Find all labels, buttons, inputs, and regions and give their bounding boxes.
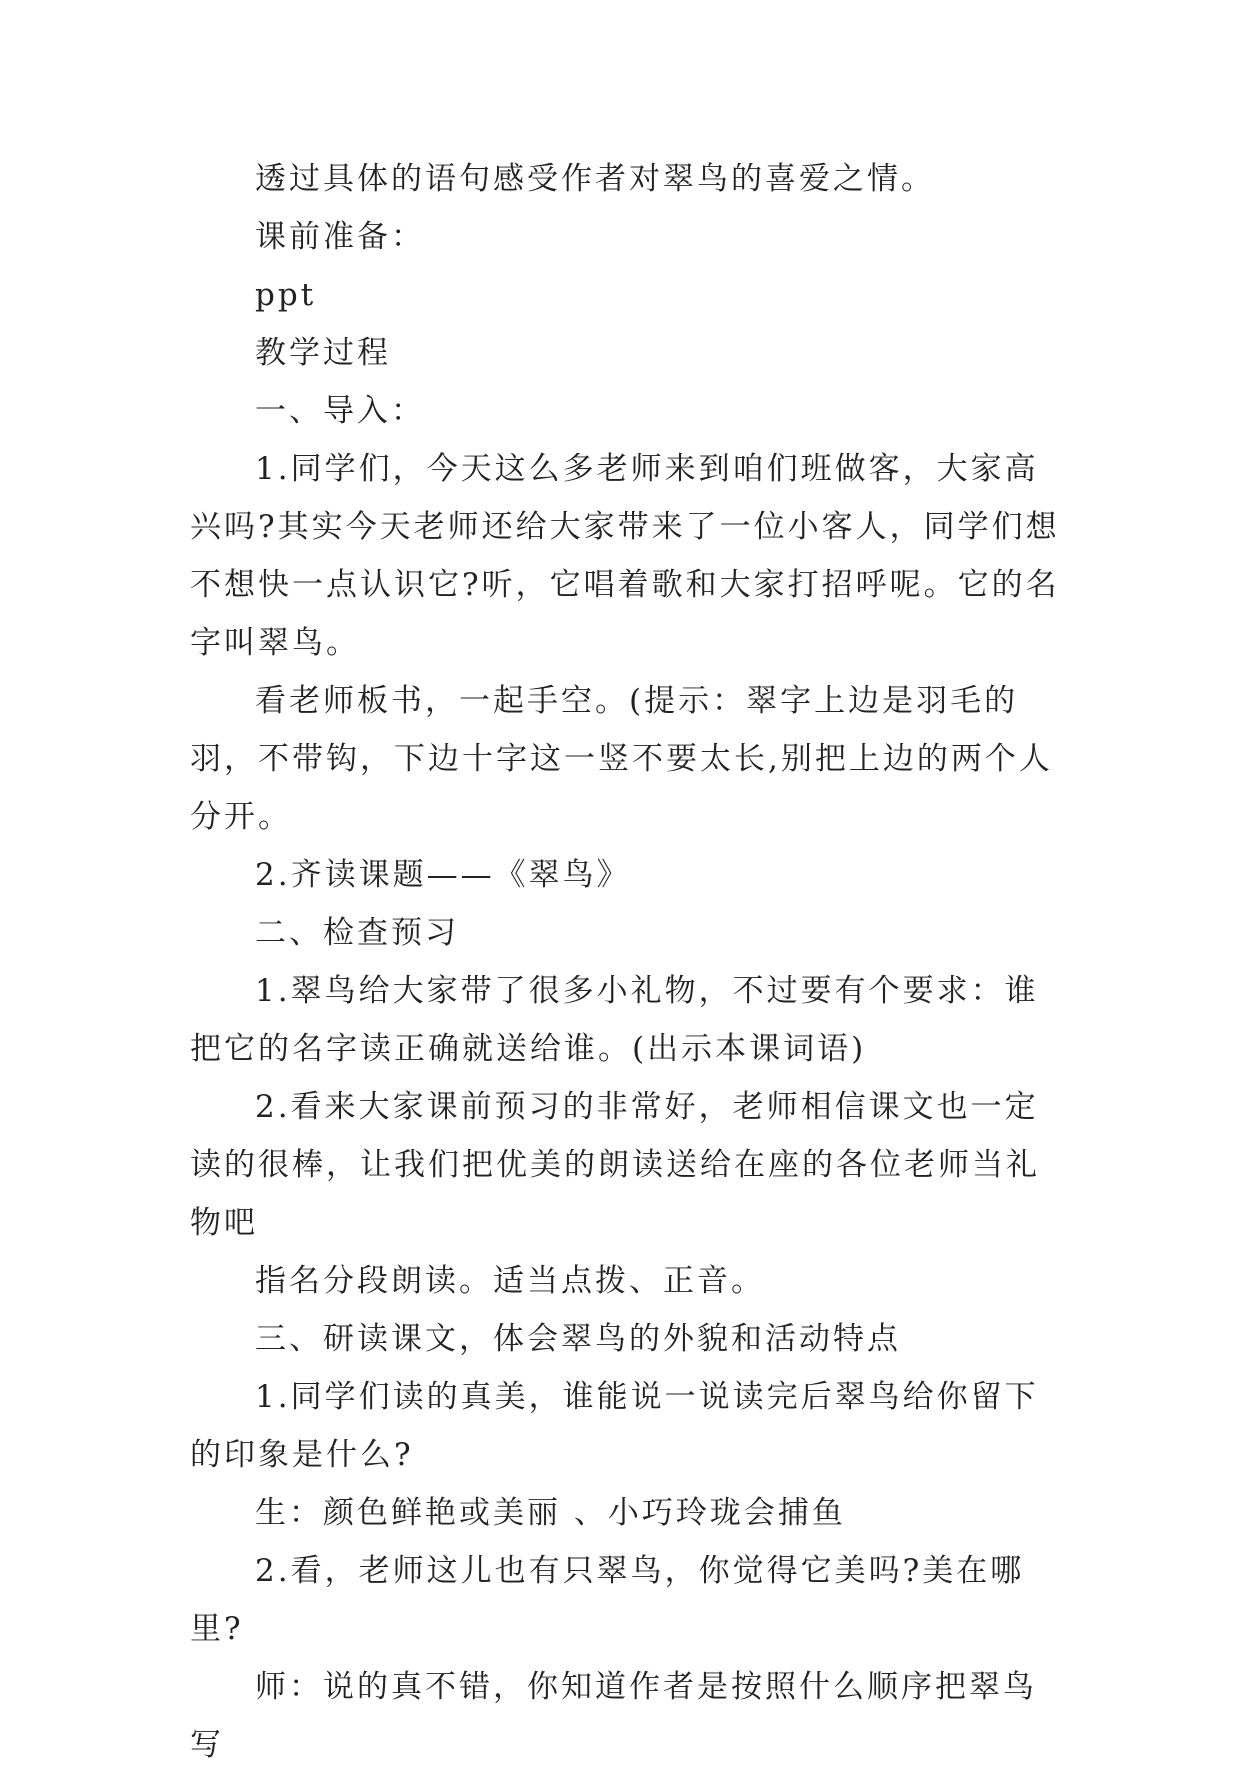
document-page (190, 150, 1060, 1774)
paragraph: 教学过程 (255, 335, 391, 371)
paragraph: 课前准备： (255, 219, 425, 255)
paragraph: 二、检查预习 (255, 915, 459, 951)
paragraph: 师：说的真不错，你知道作者是按照什么顺序把翠鸟写 (190, 1669, 1037, 1763)
paragraph: 透过具体的语句感受作者对翠鸟的喜爱之情。 (255, 161, 935, 197)
paragraph: 1.同学们，今天这么多老师来到咱们班做客，大家高兴吗?其实今天老师还给大家带来了一位小客人，同学们想不想快一点认识它?听，它唱着歌和大家打招呼呢。它的名字叫翠鸟。 (190, 451, 1060, 661)
paragraph: 2.齐读课题——《翠鸟》 (255, 857, 631, 893)
paragraph: 一、导入： (255, 393, 425, 429)
paragraph: 1.翠鸟给大家带了很多小礼物，不过要有个要求：谁把它的名字读正确就送给谁。(出示本课词语) (190, 973, 1039, 1067)
paragraph: 2.看，老师这儿也有只翠鸟，你觉得它美吗?美在哪里? (190, 1553, 1025, 1647)
paragraph: 指名分段朗读。适当点拨、正音。 (255, 1263, 765, 1299)
paragraph: 看老师板书，一起手空。(提示：翠字上边是羽毛的羽，不带钩，下边十字这一竖不要太长,别把上边的两个人分开。 (190, 683, 1053, 835)
paragraph: 三、研读课文，体会翠鸟的外貌和活动特点 (255, 1321, 901, 1357)
paragraph: 生：颜色鲜艳或美丽 、小巧玲珑会捕鱼 (255, 1495, 846, 1531)
paragraph: 2.看来大家课前预习的非常好，老师相信课文也一定读的很棒，让我们把优美的朗读送给在座的各位老师当礼物吧 (190, 1089, 1040, 1241)
paragraph: 1.同学们读的真美，谁能说一说读完后翠鸟给你留下的印象是什么? (190, 1379, 1039, 1473)
paragraph: ppt (255, 277, 317, 313)
